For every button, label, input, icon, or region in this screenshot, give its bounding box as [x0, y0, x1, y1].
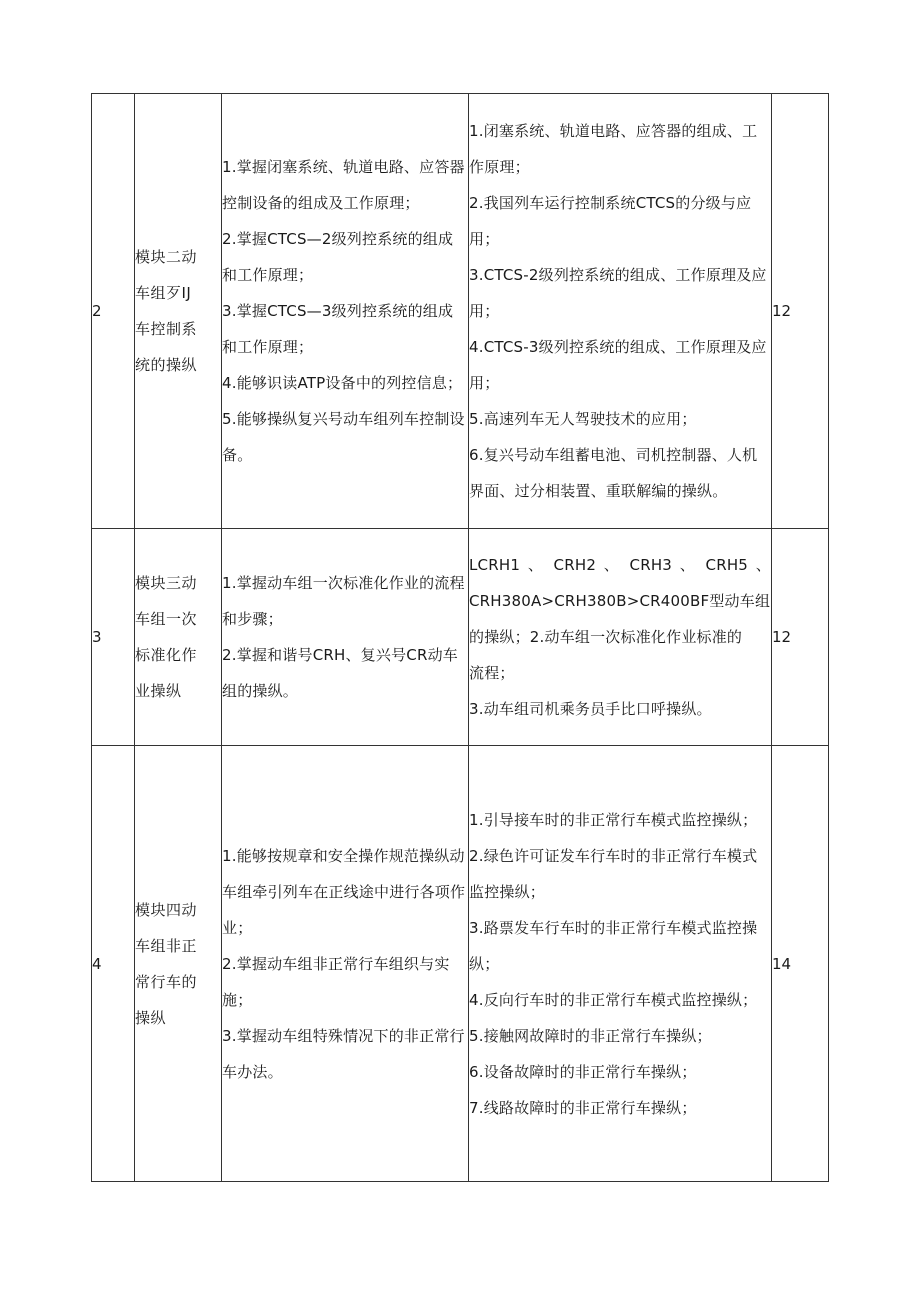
module-name-line: 业操纵 [135, 682, 182, 700]
module-name-line: 车组歹IJ [135, 284, 192, 302]
module-name-line: 操纵 [135, 1008, 167, 1027]
content-item: 5.接触网故障时的非正常行车操纵； [469, 1026, 712, 1045]
goals-cell [222, 94, 469, 529]
goal-item: 3.掌握动车组特殊情况下的非正常行车办法。 [222, 1026, 465, 1081]
module-name-line: 统的操纵 [135, 356, 198, 374]
contents-cell [469, 529, 772, 746]
module-name-line: 常行车的 [135, 972, 198, 991]
content-item: 5.高速列车无人驾驶技术的应用； [469, 410, 697, 428]
goals-cell [222, 529, 469, 746]
module-name-cell [135, 94, 222, 529]
module-name-line: 车组非正 [135, 936, 198, 955]
module-name-line: 标准化作 [135, 646, 198, 664]
module-name-cell [135, 529, 222, 746]
goal-item: 3.掌握CTCS—3级列控系统的组成和工作原理； [222, 302, 454, 356]
content-item: 6.复兴号动车组蓄电池、司机控制器、人机界面、过分相装置、重联解编的操纵。 [469, 446, 758, 500]
content-item: 3.动车组司机乘务员手比口呼操纵。 [469, 700, 712, 718]
table-row [92, 529, 829, 746]
goal-item: 1.掌握动车组一次标准化作业的流程和步骤； [222, 574, 465, 628]
goal-item: 2.掌握和谐号CRH、复兴号CR动车组的操纵。 [222, 646, 458, 700]
content-item: 4.CTCS-3级列控系统的组成、工作原理及应用； [469, 338, 767, 392]
module-name-line: 车组一次 [135, 610, 198, 628]
module-name-line: 模块二动 [135, 248, 198, 266]
goals-cell [222, 746, 469, 1182]
content-item: LCRH1 、 CRH2 、 CRH3 、 CRH5 、 [469, 556, 771, 574]
content-item: 1.闭塞系统、轨道电路、应答器的组成、工作原理； [469, 122, 758, 176]
content-item: 2.我国列车运行控制系统CTCS的分级与应用； [469, 194, 752, 248]
goal-item: 5.能够操纵复兴号动车组列车控制设备。 [222, 410, 465, 464]
content-item: 1.引导接车时的非正常行车模式监控操纵； [469, 810, 758, 829]
module-name-line: 车控制系 [135, 320, 198, 338]
content-item: 6.设备故障时的非正常行车操纵； [469, 1062, 697, 1081]
module-name-line: 模块三动 [135, 574, 198, 592]
goal-item: 1.掌握闭塞系统、轨道电路、应答器控制设备的组成及工作原理； [222, 158, 465, 212]
goal-item: 2.掌握CTCS—2级列控系统的组成和工作原理； [222, 230, 454, 284]
content-item: 7.线路故障时的非正常行车操纵； [469, 1098, 697, 1117]
table-row [92, 94, 829, 529]
content-item: 3.CTCS-2级列控系统的组成、工作原理及应用； [469, 266, 767, 320]
contents-cell [469, 94, 772, 529]
table-row [92, 746, 829, 1182]
contents-cell [469, 746, 772, 1182]
module-number-cell: 2 [92, 94, 135, 529]
module-name-cell [135, 746, 222, 1182]
hours-cell: 12 [772, 529, 829, 746]
content-item: 2.绿色许可证发车行车时的非正常行车模式监控操纵； [469, 846, 758, 901]
content-item: 流程； [469, 664, 515, 682]
goal-item: 4.能够识读ATP设备中的列控信息； [222, 374, 463, 392]
hours-cell: 12 [772, 94, 829, 529]
hours-cell: 14 [772, 746, 829, 1182]
content-item: 4.反向行车时的非正常行车模式监控操纵； [469, 990, 758, 1009]
module-name-line: 模块四动 [135, 900, 198, 919]
goal-item: 2.掌握动车组非正常行车组织与实施； [222, 954, 450, 1009]
curriculum-table [91, 93, 829, 1182]
module-number-cell: 4 [92, 746, 135, 1182]
content-item: 的操纵；2.动车组一次标准化作业标准的 [469, 628, 743, 646]
module-number-cell: 3 [92, 529, 135, 746]
content-item: 3.路票发车行车时的非正常行车模式监控操纵； [469, 918, 758, 973]
goal-item: 1.能够按规章和安全操作规范操纵动车组牵引列车在正线途中进行各项作业； [222, 846, 466, 937]
content-item: CRH380A>CRH380B>CR400BF型动车组 [469, 592, 771, 610]
